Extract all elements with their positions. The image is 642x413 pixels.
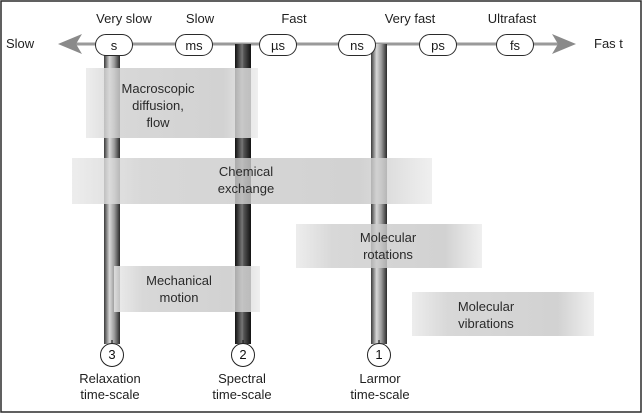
speed-very-slow: Very slow [96,11,152,26]
label-larmor-timescale: Larmor time-scale [350,371,410,402]
unit-nanoseconds: ns [338,34,376,56]
label-molecular-rotations: Molecular rotations [359,230,417,262]
label-spectral-timescale: Spectral time-scale [212,371,272,402]
timescale-marker-1: 1 [367,343,391,367]
unit-milliseconds: ms [175,34,213,56]
unit-picoseconds: ps [419,34,457,56]
frame-border [1,1,641,412]
unit-seconds: s [95,34,133,56]
label-relaxation-timescale: Relaxation time-scale [79,371,141,402]
label-macroscopic: Macroscopic diffusion, flow [121,81,195,130]
speed-ultrafast: Ultrafast [487,11,537,26]
speed-fast: Fast [281,11,307,26]
timescale-marker-2: 2 [231,343,255,367]
speed-slow: Slow [185,11,215,26]
axis-fast-label: Fas t [594,36,623,51]
label-chemical-exchange: Chemical exchange [217,164,275,196]
axis-slow-label: Slow [6,36,35,51]
label-mechanical-motion: Mechanical motion [146,273,212,305]
label-molecular-vibrations: Molecular vibrations [457,299,515,331]
unit-microseconds: µs [259,34,297,56]
unit-femtoseconds: fs [496,34,534,56]
speed-very-fast: Very fast [384,11,436,26]
timescale-marker-3: 3 [100,343,124,367]
